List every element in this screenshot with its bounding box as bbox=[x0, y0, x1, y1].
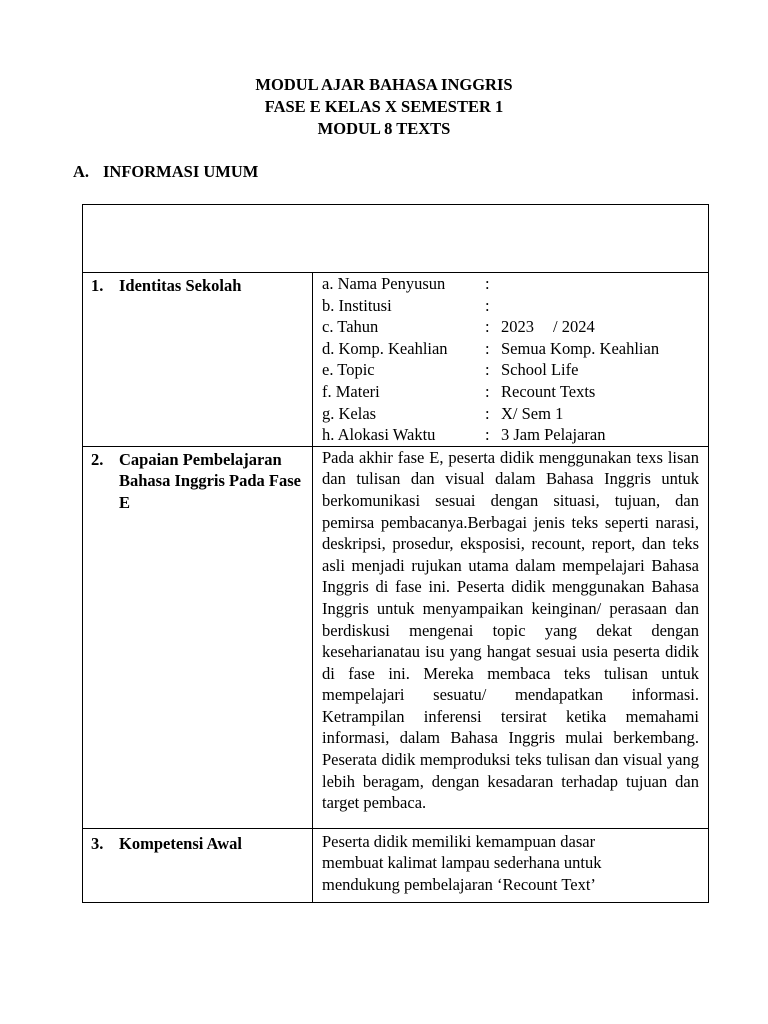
row-number: 3. bbox=[91, 833, 104, 853]
row-number: 1. bbox=[91, 276, 104, 295]
field-value: X/ Sem 1 bbox=[501, 403, 564, 423]
field-value bbox=[501, 316, 700, 338]
field-row bbox=[322, 273, 700, 295]
field-value: Recount Texts bbox=[501, 381, 596, 401]
field-row bbox=[322, 359, 700, 381]
row-label-cell bbox=[83, 446, 313, 828]
field-key: e. Topic bbox=[322, 360, 375, 380]
field-key: d. Komp. Keahlian bbox=[322, 338, 448, 358]
row-label-cell bbox=[83, 273, 313, 447]
field-row bbox=[322, 338, 700, 360]
field-key: a. Nama Penyusun bbox=[322, 274, 446, 293]
field-row bbox=[322, 316, 700, 338]
empty-header-cell bbox=[83, 205, 709, 273]
kompetensi-paragraph: Peserta didik memiliki kemampuan dasar membuat kalimat lampau sederhana untuk mendukung pembelajaran ‘Recount Text’ bbox=[313, 828, 709, 902]
field-row bbox=[322, 424, 700, 446]
field-key: g. Kelas bbox=[322, 403, 377, 423]
document-title bbox=[0, 74, 768, 140]
row-label: Identitas Sekolah bbox=[119, 276, 242, 295]
row-label: Kompetensi Awal bbox=[119, 833, 242, 853]
title-line-1: MODUL AJAR BAHASA INGGRIS bbox=[255, 75, 513, 94]
table-header-row bbox=[83, 205, 709, 273]
year-start: 2023 bbox=[501, 317, 534, 337]
field-value: School Life bbox=[501, 360, 579, 380]
row-label-cell bbox=[83, 828, 313, 902]
field-key: b. Institusi bbox=[322, 295, 392, 315]
table-row-identitas bbox=[83, 273, 709, 447]
field-row bbox=[322, 295, 700, 317]
field-key: h. Alokasi Waktu bbox=[322, 425, 436, 445]
field-value bbox=[501, 295, 700, 317]
field-key: c. Tahun bbox=[322, 317, 379, 337]
field-value: 3 Jam Pelajaran bbox=[501, 425, 606, 445]
title-line-3: MODUL 8 TEXTS bbox=[317, 119, 451, 138]
field-separator: : bbox=[485, 317, 490, 337]
year-end: / 2024 bbox=[553, 317, 595, 337]
field-separator: : bbox=[485, 403, 490, 423]
field-row bbox=[322, 403, 700, 425]
field-separator: : bbox=[485, 381, 490, 401]
field-key: f. Materi bbox=[322, 381, 380, 401]
field-row bbox=[322, 381, 700, 403]
field-separator: : bbox=[485, 338, 490, 358]
field-value bbox=[501, 273, 700, 295]
info-table bbox=[82, 204, 709, 903]
table-row-kompetensi bbox=[83, 828, 709, 902]
field-separator: : bbox=[485, 360, 490, 380]
section-title: INFORMASI UMUM bbox=[103, 162, 259, 181]
field-separator: : bbox=[485, 425, 490, 445]
row-label: Capaian Pembelajaran Bahasa Inggris Pada Fase E bbox=[119, 449, 301, 512]
row-number: 2. bbox=[91, 449, 104, 469]
section-letter: A. bbox=[73, 162, 90, 181]
field-value: Semua Komp. Keahlian bbox=[501, 338, 660, 358]
field-separator: : bbox=[485, 274, 490, 293]
table-row-capaian bbox=[83, 446, 709, 828]
section-heading bbox=[73, 161, 258, 183]
field-separator: : bbox=[485, 295, 490, 315]
identity-fields bbox=[313, 273, 709, 447]
capaian-paragraph: Pada akhir fase E, peserta didik menggunakan texs lisan dan tulisan dan visual dalam Bahasa Inggris untuk berkomunikasi sesuai dengan situasi, tujuan, dan pemirsa pembacanya.Berbagai jenis teks seperti narasi, deskripsi, prosedur, eksposisi, recount, report, dan teks asli menjadi rujukan utama dalam mempelajari Bahasa Inggris di fase ini. Peserta didik menggunakan Bahasa Inggris untuk menyampaikan keinginan/ perasaan dan berdiskusi mengenai topic yang dekat dengan keseharianatau isu yang hangat sesuai usia peserta didik di fase ini. Mereka membaca teks tulisan untuk mempelajari sesuatu/ mendapatkan informasi. Ketrampilan inferensi tersirat ketika memahami informasi, dalam Bahasa Inggris mulai berkembang. Peserata didik memproduksi teks tulisan dan visual yang lebih beragam, dengan kesadaran terhadap tujuan dan target pembaca. bbox=[313, 446, 709, 828]
title-line-2: FASE E KELAS X SEMESTER 1 bbox=[264, 97, 504, 116]
